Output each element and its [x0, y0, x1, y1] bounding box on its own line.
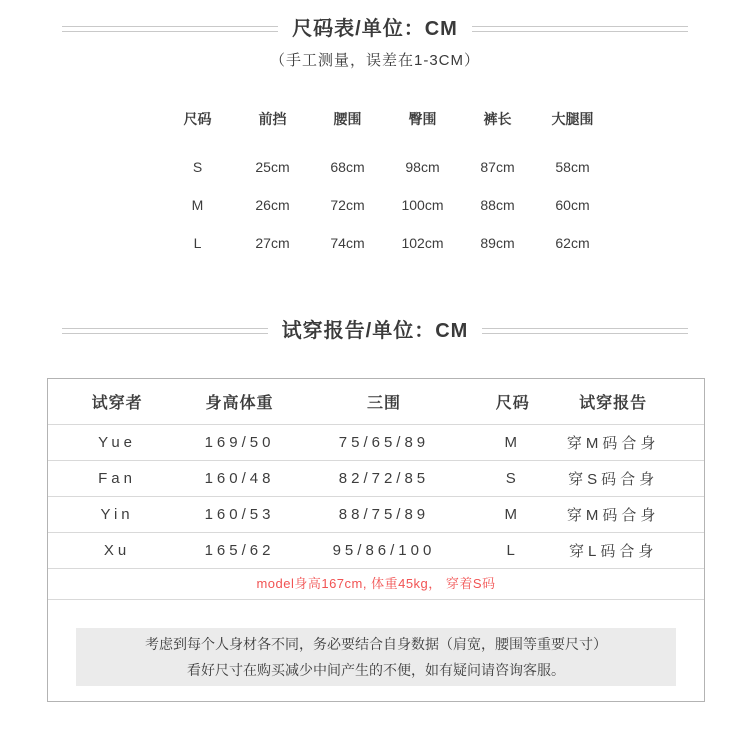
fit-report-title-row	[0, 318, 750, 344]
fit-report-table	[47, 378, 705, 702]
purchase-notice	[76, 628, 676, 686]
fit-table-cell: 169/50	[204, 434, 275, 451]
title-divider-right	[472, 26, 688, 32]
size-table-cell: S	[192, 159, 203, 175]
size-table-cell: 74cm	[330, 235, 365, 251]
fit-table-header-cell: 尺码	[495, 395, 530, 412]
fit-table-row	[48, 533, 704, 569]
fit-table-cell: 75/65/89	[338, 434, 430, 451]
fit-table-row	[48, 497, 704, 533]
fit-table-cell: 穿S码合身	[568, 471, 659, 488]
size-table-cell: 89cm	[480, 235, 515, 251]
fit-table-row	[48, 425, 704, 461]
size-table-header-cell: 前挡	[258, 111, 287, 127]
fit-table-cell: M	[504, 506, 521, 523]
fit-table-cell: 165/62	[204, 542, 275, 559]
size-chart-title-row	[0, 16, 750, 42]
size-table-cell: 58cm	[555, 159, 590, 175]
size-table-cell: 62cm	[555, 235, 590, 251]
size-table-header-cell: 尺码	[183, 111, 212, 127]
fit-table-cell: 穿M码合身	[566, 435, 660, 452]
fit-table-cell: Xu	[103, 542, 131, 559]
purchase-notice-line1: 考虑到每个人身材各不同，务必要结合自身数据（肩宽，腰围等重要尺寸）	[145, 636, 607, 652]
size-table-cell: 100cm	[401, 197, 444, 213]
size-table-cell: 26cm	[255, 197, 290, 213]
fit-table-cell: Yin	[100, 506, 134, 523]
size-table-cell: 98cm	[405, 159, 440, 175]
size-table-header-cell: 裤长	[483, 111, 512, 127]
size-table-header-cell: 大腿围	[551, 111, 594, 127]
fit-table-row	[48, 461, 704, 497]
size-chart-subtitle: （手工测量，误差在1-3CM）	[269, 52, 480, 69]
size-table-cell: L	[193, 235, 202, 251]
fit-table-cell: M	[504, 434, 521, 451]
size-table-row	[160, 224, 610, 262]
fit-table-header-cell: 试穿报告	[579, 395, 648, 412]
size-table-cell: 68cm	[330, 159, 365, 175]
size-table-row	[160, 148, 610, 186]
fit-table-header-cell: 试穿者	[91, 395, 143, 412]
fit-table-cell: 82/72/85	[338, 470, 430, 487]
title-divider-left	[62, 328, 268, 334]
fit-table-header-cell: 身高体重	[205, 395, 274, 412]
fit-table-cell: L	[506, 542, 519, 559]
size-table-cell: 27cm	[255, 235, 290, 251]
title-divider-left	[62, 26, 278, 32]
fit-report-title: 试穿报告/单位：CM	[281, 320, 469, 342]
size-table-cell: M	[191, 197, 204, 213]
size-table-row	[160, 186, 610, 224]
size-table-cell: 88cm	[480, 197, 515, 213]
fit-table-cell: Yue	[98, 434, 137, 451]
size-table-cell: 102cm	[401, 235, 444, 251]
fit-table-header-row	[48, 379, 704, 425]
size-table-cell: 25cm	[255, 159, 290, 175]
size-table-cell: 87cm	[480, 159, 515, 175]
fit-table-cell: 160/53	[204, 506, 275, 523]
size-table	[160, 104, 610, 262]
fit-table-cell: 95/86/100	[332, 542, 436, 559]
size-table-header-cell: 臀围	[408, 111, 437, 127]
fit-table-cell: S	[505, 470, 520, 487]
fit-table-cell: 穿L码合身	[569, 543, 658, 560]
title-divider-right	[482, 328, 688, 334]
purchase-notice-line2: 看好尺寸在购买减少中间产生的不便，如有疑问请咨询客服。	[187, 662, 565, 678]
fit-table-cell: 穿M码合身	[566, 507, 660, 524]
model-size-note: model身高167cm, 体重45kg， 穿着S码	[48, 569, 704, 600]
size-table-header-cell: 腰围	[333, 111, 362, 127]
size-chart-title: 尺码表/单位：CM	[292, 18, 458, 40]
fit-table-cell: Fan	[98, 470, 136, 487]
size-table-cell: 72cm	[330, 197, 365, 213]
fit-table-cell: 88/75/89	[338, 506, 430, 523]
size-table-header-row	[160, 104, 610, 134]
fit-table-header-cell: 三围	[366, 395, 401, 412]
size-table-cell: 60cm	[555, 197, 590, 213]
fit-table-cell: 160/48	[204, 470, 275, 487]
